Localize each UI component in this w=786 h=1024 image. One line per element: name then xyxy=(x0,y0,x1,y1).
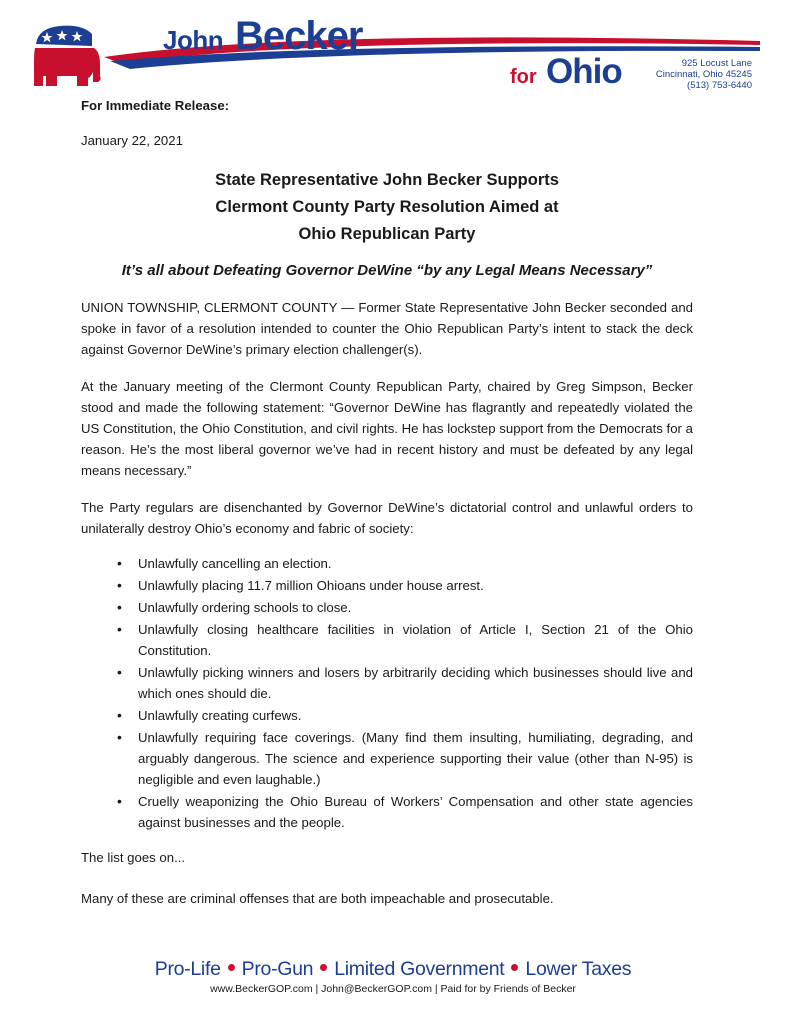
for-word: for xyxy=(510,66,537,88)
slogan-limited-government: Limited Government xyxy=(334,958,505,980)
republican-elephant-icon xyxy=(30,22,104,88)
paragraph-disenchanted: The Party regulars are disenchanted by Governor DeWine’s dictatorial control and unlawful orders to unilaterally destroy Ohio’s economy and fabric of society: xyxy=(81,500,693,536)
state-name: Ohio xyxy=(546,52,622,91)
address-street: 925 Locust Lane xyxy=(681,58,752,69)
list-item: • Cruelly weaponizing the Ohio Bureau of Workers’ Compensation and other state agencies against businesses and the people. xyxy=(81,791,693,833)
bullet-dot-icon xyxy=(228,964,235,971)
slogan-lower-taxes: Lower Taxes xyxy=(525,958,632,980)
subheadline: It’s all about Defeating Governor DeWine “by any Legal Means Necessary” xyxy=(121,262,653,279)
release-label: For Immediate Release: xyxy=(81,98,230,113)
paragraph-statement: At the January meeting of the Clermont County Republican Party, chaired by Greg Simpson, Becker stood and made the following statement: “Governor DeWine has flagrantly and repeatedly violated the US Constitution, the Ohio Constitution, and civil rights. He has lockstep support from the Democrats for a reason. He’s the most liberal governor we’ve had in recent history and must be defeated by any legal means necessary.” xyxy=(81,379,693,478)
address-phone: (513) 753-6440 xyxy=(687,80,752,91)
slogan-pro-life: Pro-Life xyxy=(154,958,221,980)
footer-contact: www.BeckerGOP.com | John@BeckerGOP.com | Paid for by Friends of Becker xyxy=(210,983,576,995)
bullet-dot-icon xyxy=(320,964,327,971)
press-release-body xyxy=(81,95,693,909)
grievance-list xyxy=(81,553,693,833)
headline xyxy=(81,167,693,248)
list-item: • Unlawfully creating curfews. xyxy=(81,705,693,726)
list-item: • Unlawfully ordering schools to close. xyxy=(81,597,693,618)
footer-slogan xyxy=(0,958,786,981)
campaign-address xyxy=(656,58,752,91)
paragraph-intro: UNION TOWNSHIP, CLERMONT COUNTY — Former State Representative John Becker seconded and spoke in favor of a resolution intended to counter the Ohio Republican Party’s intent to stack the deck against Governor DeWine’s primary election challenger(s). xyxy=(81,300,693,357)
candidate-last-name: Becker xyxy=(235,14,363,58)
headline-line-3: Ohio Republican Party xyxy=(298,225,476,243)
closing-statement: Many of these are criminal offenses that are both impeachable and prosecutable. xyxy=(81,891,554,906)
list-item: • Unlawfully picking winners and losers by arbitrarily deciding which businesses should live and which ones should die. xyxy=(81,662,693,704)
bullet-dot-icon xyxy=(511,964,518,971)
headline-line-1: State Representative John Becker Supports xyxy=(215,171,559,189)
release-date: January 22, 2021 xyxy=(81,133,183,148)
list-item: • Unlawfully requiring face coverings. (Many find them insulting, humiliating, degrading, and arguably dangerous. The science and experience supporting their value (other than N-95) is negligible and even laughable.) xyxy=(81,727,693,790)
headline-line-2: Clermont County Party Resolution Aimed at xyxy=(215,198,559,216)
address-city: Cincinnati, Ohio 45245 xyxy=(655,69,752,80)
list-item: • Unlawfully closing healthcare facilities in violation of Article I, Section 21 of the Ohio Constitution. xyxy=(81,619,693,661)
list-goes-on: The list goes on... xyxy=(81,850,186,865)
list-item: • Unlawfully placing 11.7 million Ohioans under house arrest. xyxy=(81,575,693,596)
list-item: • Unlawfully cancelling an election. xyxy=(81,553,693,574)
candidate-first-name: John xyxy=(163,25,224,55)
slogan-pro-gun: Pro-Gun xyxy=(241,958,314,980)
letterhead xyxy=(0,0,786,95)
